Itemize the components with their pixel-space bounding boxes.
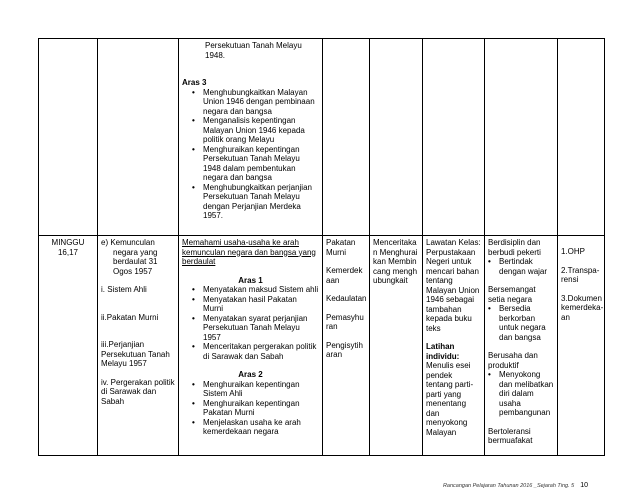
skills-cell <box>370 236 423 456</box>
week-cell <box>39 39 98 236</box>
aras1-list <box>182 285 319 361</box>
week-number: 16,17 <box>57 247 79 257</box>
activities-cell <box>423 236 485 456</box>
aras2-title: Aras 2 <box>238 370 263 379</box>
topic-heading: e) Kemunculan negara yang berdaulat 31 Ogos 1957 <box>101 238 158 276</box>
list-item: • Menyatakan syarat perjanjian Persekutuan Tanah Melayu 1957 <box>194 314 319 343</box>
learning-outcome-cell <box>179 39 323 236</box>
activity: Menulis esei pendek tentang parti-parti yang menentang dan menyokong Malayan <box>426 361 474 437</box>
topic-item: i. Sistem Ahli <box>101 285 147 294</box>
list-item: • Menjelaskan usaha ke arah kemerdekaan negara <box>194 418 319 437</box>
value: Berusaha dan produktif <box>488 351 538 370</box>
footer-text: Rancangan Pelajaran Tahunan 2016 _Sejarah Ting. 5 <box>442 483 575 489</box>
list-item: • Menyokong dan melibatkan diri dalam usaha pembangunan <box>490 370 554 418</box>
page-footer <box>443 482 588 490</box>
page-number: 10 <box>580 482 588 489</box>
learning-outcome-cell <box>179 236 323 456</box>
topic-item: iv. Pergerakan politik di Sarawak dan Sabah <box>101 377 175 406</box>
activity: Lawatan Kelas: Perpustakaan Negeri untuk mencari bahan tentang Malayan Union 1946 sebagai tambahan kepada buku teks <box>426 238 481 333</box>
objective: Memahami usaha-usaha ke arah kemunculan negara dan bangsa yang berdaulat <box>182 238 316 266</box>
aras3-list <box>182 88 319 221</box>
value: Bertoleransi bermuafakat <box>488 426 533 445</box>
topic-cell <box>98 39 179 236</box>
lesson-plan-table <box>38 38 605 456</box>
concept: Pakatan Murni <box>326 238 356 257</box>
list-item: • Menghubungkaitkan perjanjian Persekutuan Tanah Melayu dengan Perjanjian Merdeka 1957. <box>194 183 319 221</box>
week-label: MINGGU <box>51 238 85 247</box>
cont-line: 1948. <box>205 50 226 60</box>
list-item: • Menceritakan pergerakan politik di Sarawak dan Sabah <box>194 342 319 361</box>
aras1-title: Aras 1 <box>238 275 263 285</box>
resources-cell <box>558 236 605 456</box>
concept: Kedaulatan <box>326 294 367 303</box>
activity-title: Latihan individu: <box>426 342 460 361</box>
concepts-cell <box>323 236 370 456</box>
resource: 1.OHP <box>561 247 586 256</box>
list-item: • Menghuraikan kepentingan Pakatan Murni <box>194 399 319 418</box>
resource: 2.Transpa-rensi <box>561 265 600 284</box>
topic-item: ii.Pakatan Murni <box>101 312 159 322</box>
list-item: • Menghuraikan kepentingan Persekutuan Tanah Melayu 1948 dalam pembentukan negara dan bangsa <box>194 145 319 183</box>
table-row <box>39 236 605 456</box>
list-item: • Menghubungkaitkan Malayan Union 1946 dengan pembinaan negara dan bangsa <box>194 88 319 117</box>
list-item: • Menganalisis kepentingan Malayan Union 1946 kepada politik orang Melayu <box>194 116 319 145</box>
list-item: • Menghuraikan kepentingan Sistem Ahli <box>194 380 319 399</box>
values-cell <box>485 236 558 456</box>
list-item: • Menyatakan maksud Sistem ahli <box>194 285 319 295</box>
list-item: • Bersedia berkorban untuk negara dan bangsa <box>490 304 554 342</box>
value: Berdisiplin dan berbudi pekerti <box>488 238 541 257</box>
aras2-list <box>182 380 319 437</box>
aras3-title: Aras 3 <box>182 78 207 87</box>
skills: Menceritakan Menghuraikan Membincang menghubungkait <box>373 238 418 285</box>
cont-line: Persekutuan Tanah Melayu <box>205 41 302 50</box>
topic-cell <box>98 236 179 456</box>
list-item: • Bertindak dengan wajar <box>490 257 554 276</box>
table-row <box>39 39 605 236</box>
topic-item: iii.Perjanjian Persekutuan Tanah Melayu 1957 <box>101 340 170 368</box>
concept: Pengisytiharan <box>326 340 363 359</box>
week-cell <box>39 236 98 456</box>
resource: 3.Dokumen kemerdeka-an <box>561 293 604 322</box>
list-item: • Menyatakan hasil Pakatan Murni <box>194 295 319 314</box>
concept: Pemasyhuran <box>326 312 364 331</box>
concept: Kemerdekaan <box>326 266 363 285</box>
value: Bersemangat setia negara <box>488 285 536 304</box>
